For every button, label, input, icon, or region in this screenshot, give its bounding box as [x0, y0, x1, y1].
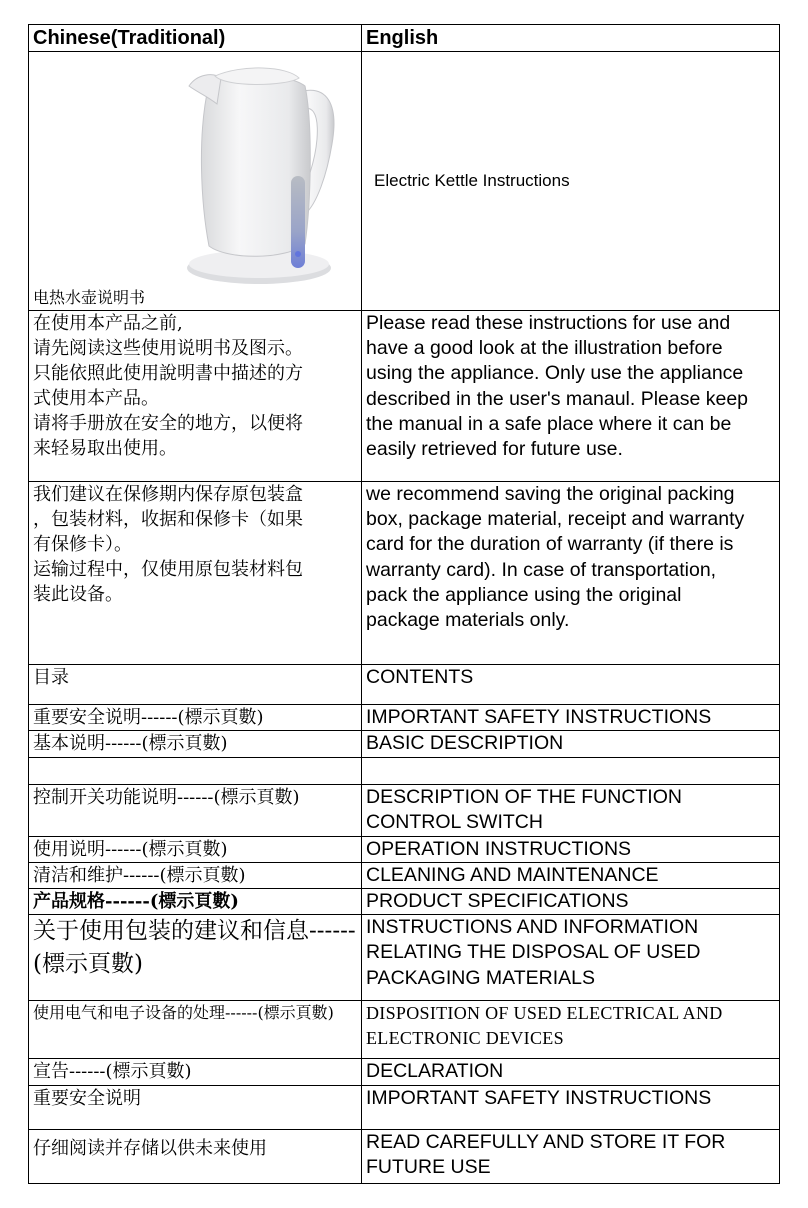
paragraph-line: we recommend saving the original packing [366, 483, 735, 505]
header-english: English [362, 25, 780, 52]
toc-en: CLEANING AND MAINTENANCE [362, 862, 780, 888]
paragraph-line: the manual in a safe place where it can be [366, 412, 732, 435]
toc-zh: 清洁和维护------(標示頁數) [29, 862, 362, 888]
closing-en: READ CAREFULLY AND STORE IT FOR FUTURE USE [362, 1130, 780, 1184]
toc-row [29, 1059, 780, 1086]
toc-zh [29, 758, 362, 785]
closing-zh: 仔细阅读并存储以供未来使用 [29, 1130, 362, 1184]
paragraph-line: described in the user's manaul. Please keep [366, 387, 749, 410]
toc-en: BASIC DESCRIPTION [362, 731, 780, 758]
toc-row [29, 705, 780, 731]
toc-en: DECLARATION [362, 1059, 780, 1086]
paragraph-line: box, package material, receipt and warranty [366, 508, 745, 531]
toc-row [29, 915, 780, 1001]
toc-en: DISPOSITION OF USED ELECTRICAL AND ELECTRONIC DEVICES [362, 1001, 780, 1059]
toc-zh: 关于使用包装的建议和信息------(標示頁數) [29, 915, 362, 1001]
toc-zh: 控制开关功能说明------(標示頁數) [29, 785, 362, 836]
toc-row-empty [29, 758, 780, 785]
toc-row [29, 862, 780, 888]
paragraph-line: 我们建议在保修期内保存原包装盒 [33, 484, 303, 505]
toc-en [362, 758, 780, 785]
contents-row [29, 665, 780, 705]
kettle-image [187, 64, 337, 286]
toc-zh: 使用电气和电子设备的处理------(標示頁數) [29, 1001, 362, 1059]
bilingual-table [28, 24, 780, 1184]
contents-zh: 目录 [29, 665, 362, 705]
paragraph-line: 在使用本产品之前, [33, 313, 183, 334]
paragraph-line: ，包装材料，收据和保修卡（如果 [33, 509, 303, 530]
paragraph-line: have a good look at the illustration before [366, 337, 723, 360]
toc-en: IMPORTANT SAFETY INSTRUCTIONS [362, 705, 780, 731]
toc-zh: 重要安全说明------(標示頁數) [29, 705, 362, 731]
paragraph-en [362, 482, 780, 665]
contents-en: CONTENTS [362, 665, 780, 705]
paragraph-line: 请将手册放在安全的地方，以便将 [33, 413, 303, 434]
paragraph-line: warranty card). In case of transportation, [366, 558, 717, 581]
paragraph-line: 有保修卡）。 [33, 534, 132, 555]
toc-zh: 使用说明------(標示頁數) [29, 836, 362, 862]
toc-en: PRODUCT SPECIFICATIONS [362, 889, 780, 915]
kettle-image-cell [29, 52, 362, 311]
toc-en: DESCRIPTION OF THE FUNCTION CONTROL SWITCH [362, 785, 780, 836]
intro-row [29, 52, 780, 311]
paragraph-line: 式使用本产品。 [33, 388, 159, 409]
title-en-cell [362, 52, 780, 311]
paragraph-row [29, 311, 780, 482]
paragraph-zh [29, 482, 362, 665]
paragraph-line: easily retrieved for future use. [366, 438, 623, 461]
closing-row [29, 1086, 780, 1130]
toc-zh: 宣告------(標示頁數) [29, 1059, 362, 1086]
paragraph-line: package materials only. [366, 609, 570, 632]
header-chinese: Chinese(Traditional) [29, 25, 362, 52]
paragraph-row [29, 482, 780, 665]
toc-row [29, 836, 780, 862]
paragraph-line: 运输过程中，仅使用原包装材料包 [33, 559, 303, 580]
toc-zh: 产品规格------(標示頁數) [29, 889, 362, 915]
paragraph-line: using the appliance. Only use the appliance [366, 362, 744, 385]
toc-row [29, 889, 780, 915]
paragraph-line: card for the duration of warranty (if there is [366, 533, 734, 556]
paragraph-zh [29, 311, 362, 482]
paragraph-line: 装此设备。 [33, 584, 123, 605]
paragraph-line: 请先阅读这些使用说明书及图示。 [33, 338, 303, 359]
toc-row [29, 1001, 780, 1059]
toc-en: OPERATION INSTRUCTIONS [362, 836, 780, 862]
kettle-title-en: Electric Kettle Instructions [374, 171, 570, 190]
toc-zh: 基本说明------(標示頁數) [29, 731, 362, 758]
closing-row [29, 1130, 780, 1184]
paragraph-line: 来轻易取出使用。 [33, 438, 177, 459]
toc-row [29, 785, 780, 836]
paragraph-line: pack the appliance using the original [366, 583, 682, 606]
header-row [29, 25, 780, 52]
closing-en: IMPORTANT SAFETY INSTRUCTIONS [362, 1086, 780, 1130]
paragraph-line: Please read these instructions for use and [366, 312, 731, 334]
closing-zh: 重要安全说明 [29, 1086, 362, 1130]
paragraph-line: 只能依照此使用說明書中描述的方 [33, 363, 303, 384]
toc-en: INSTRUCTIONS AND INFORMATION RELATING THE DISPOSAL OF USED PACKAGING MATERIALS [362, 915, 780, 1001]
toc-row [29, 731, 780, 758]
kettle-caption-zh: 电热水壶说明书 [33, 288, 146, 307]
paragraph-en [362, 311, 780, 482]
